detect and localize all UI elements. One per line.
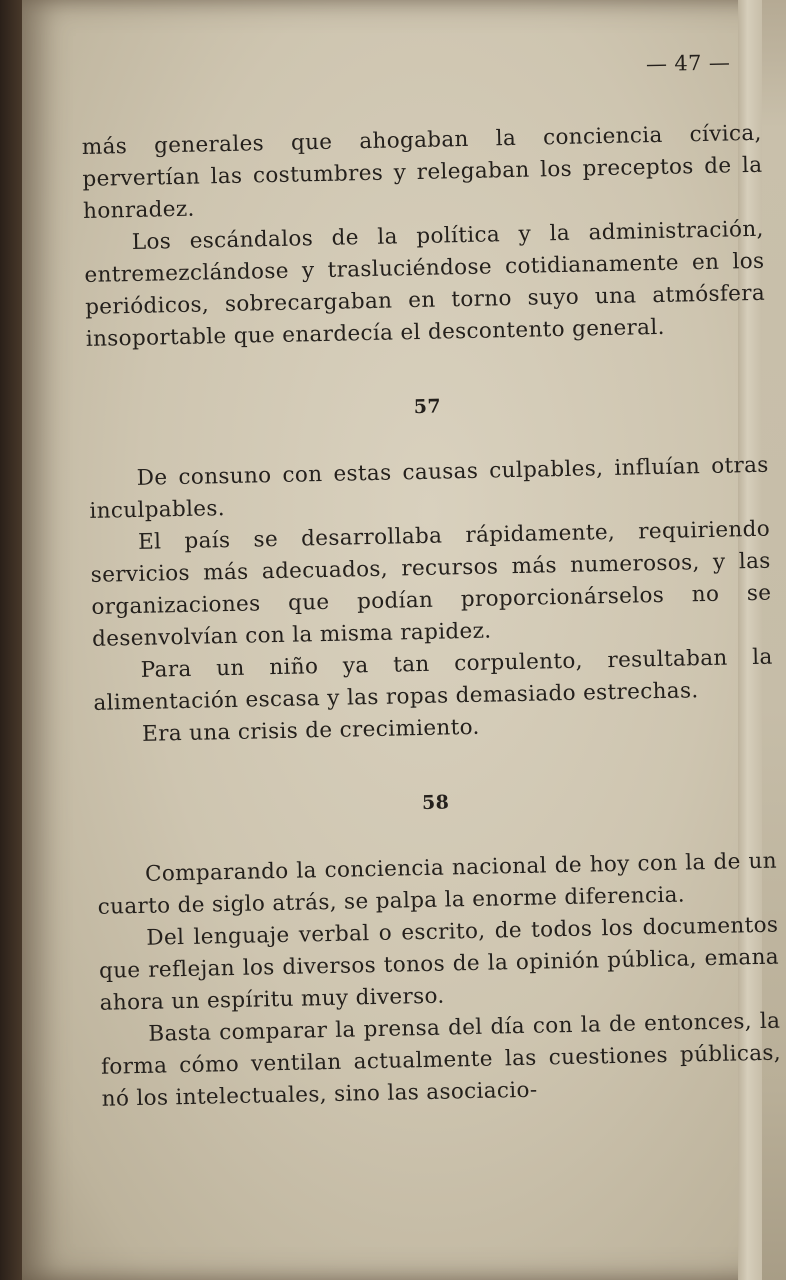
paragraph: más generales que ahogaban la conciencia cívica, pervertían las costumbres y relegaban los preceptos de la honradez. [81,120,763,224]
paragraph: Era una crisis de crecimiento. [141,714,480,747]
paragraph: El país se desarrollaba rápidamente, requiriendo servicios más adecuados, recursos más numerosos, y las organizaciones que podían proporcionárselos no se desenvolvían con la misma rapidez. [90,516,772,652]
paragraph: Para un niño ya tan corpulento, resultaban la alimentación escasa y las ropas demasiado estrechas. [93,644,773,716]
section-number: 57 [413,395,442,419]
paragraph: Los escándalos de la política y la administración, entremezclándose y trasluciéndose cotidianamente en los periódicos, sobrecargaban en torno suyo una atmósfera insoportable que enardecía el descontento general. [84,216,766,352]
paragraph: Del lenguaje verbal o escrito, de todos los documentos que reflejan los diversos tonos de la opinión pública, emana ahora un espíritu muy diverso. [98,912,780,1016]
page-number: — 47 — [645,50,731,77]
paragraph: De consuno con estas causas culpables, influían otras inculpables. [89,452,769,524]
section-number: 58 [421,791,450,814]
book-page [22,0,782,1280]
page-text [80,46,782,1116]
paragraph: Basta comparar la prensa del día con la de entonces, la forma cómo ventilan actualmente las cuestiones públicas, nó los intelectuales, sino las asociacio- [100,1008,782,1112]
paragraph: Comparando la conciencia nacional de hoy con la de un cuarto de siglo atrás, se palpa la enorme diferencia. [97,848,778,920]
